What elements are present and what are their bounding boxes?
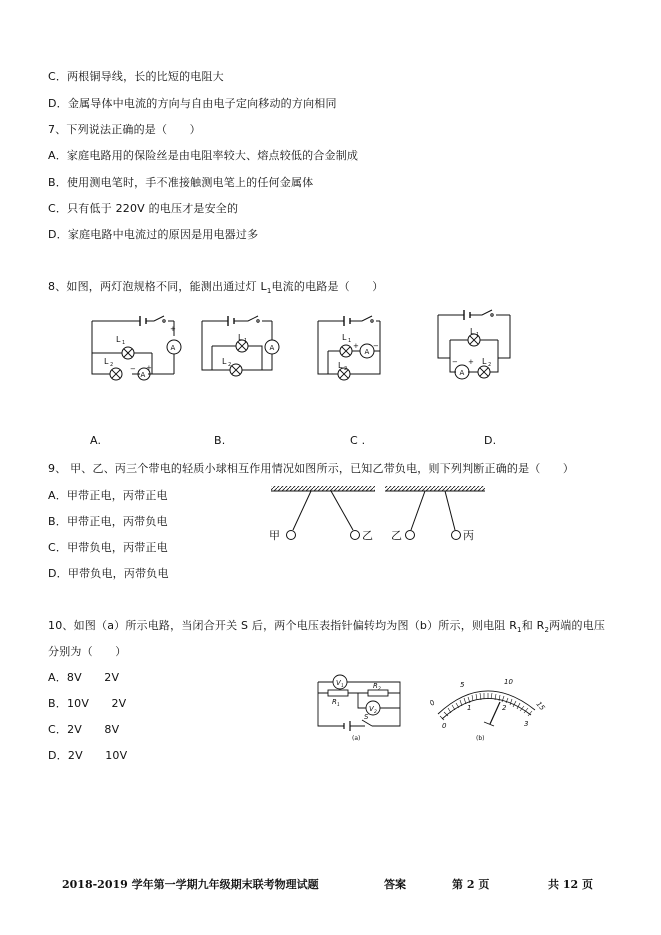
circuit-c-ammeter: A — [364, 348, 370, 356]
q10-meter-scale-b — [420, 672, 550, 744]
q10-circuit-a — [310, 670, 410, 742]
ball-bing-label: 丙 — [463, 529, 474, 542]
ball-yi-2-label: 乙 — [391, 529, 402, 542]
fig-b-caption: (b) — [476, 735, 485, 742]
thread-yi-1 — [331, 491, 353, 530]
q10-stem-post: 两端的电压 — [549, 619, 606, 632]
circuit-a-plus-2: + — [146, 364, 152, 372]
tick-outer-5: 5 — [460, 681, 465, 689]
circuit-a-l1-sub: 1 — [122, 340, 126, 346]
circuit-a-l2-label: L — [104, 357, 109, 366]
resistor-r1 — [328, 690, 348, 696]
circuit-c-l2-sub: 2 — [344, 366, 348, 372]
q7-option-d: D．家庭电路中电流过的原因是用电器过多 — [48, 228, 259, 241]
ceiling-left — [271, 486, 375, 491]
q8-stem — [48, 278, 383, 295]
tick-inner-0: 0 — [442, 722, 447, 730]
q8-label-b: B. — [214, 434, 226, 447]
circuit-a — [92, 316, 181, 380]
scale-arc-inner — [442, 698, 531, 719]
q7-option-b: B．使用测电笔时，手不准接触测电笔上的任何金属体 — [48, 176, 314, 189]
q8-label-c: C . — [350, 434, 366, 447]
ball-bing — [452, 531, 461, 540]
q10-option-d: D．2V 10V — [48, 749, 128, 762]
q9-option-b: B．甲带正电，丙带负电 — [48, 515, 168, 528]
thread-jia — [293, 491, 311, 530]
tick-inner-1: 1 — [467, 704, 472, 712]
q7-option-a: A．家庭电路用的保险丝是由电阻率较大、熔点较低的合金制成 — [48, 149, 359, 162]
ball-yi-1-label: 乙 — [362, 529, 373, 542]
tick-inner-2: 2 — [502, 704, 507, 712]
circuit-c-l1-sub: 1 — [348, 338, 352, 344]
q10-stem-sub1: 1 — [517, 626, 522, 635]
circuit-b-l1-label: L — [238, 333, 243, 342]
circuit-d-l2-sub: 2 — [488, 362, 492, 368]
q10-option-a: A．8V 2V — [48, 671, 120, 684]
circuit-b-l1-sub: 1 — [244, 338, 248, 344]
switch-label: S — [364, 713, 369, 721]
circuit-b — [202, 316, 279, 376]
q9-charged-balls-diagram — [265, 484, 495, 546]
q9-option-c: C．甲带负电，丙带正电 — [48, 541, 168, 554]
scale-ticks — [440, 693, 532, 720]
q10-option-b: B．10V 2V — [48, 697, 127, 710]
q7-option-c: C．只有低于 220V 的电压才是安全的 — [48, 202, 239, 215]
footer-total-pages: 共 12 页 — [548, 878, 593, 891]
ball-yi-1 — [351, 531, 360, 540]
q9-option-a: A．甲带正电，丙带正电 — [48, 489, 168, 502]
tick-outer-15: 15 — [534, 700, 547, 713]
v1-sub: 1 — [341, 684, 344, 689]
circuit-d-minus: − — [452, 358, 458, 366]
v2-sub: 2 — [374, 710, 377, 715]
q8-label-d: D. — [484, 434, 497, 447]
r2-label: R — [373, 682, 378, 690]
fig-a-caption: (a) — [352, 735, 361, 742]
circuit-d-plus: + — [468, 358, 474, 366]
r1-label: R — [332, 698, 337, 706]
footer-exam-title: 2018-2019 学年第一学期九年级期末联考物理试题 — [62, 878, 319, 891]
tick-inner-3: 3 — [524, 720, 529, 728]
q10-stem-line1 — [48, 617, 605, 634]
q9-option-d: D．甲带负电，丙带负电 — [48, 567, 169, 580]
r1-sub: 1 — [337, 703, 340, 708]
q9-stem: 9、 甲、乙、丙三个带电的轻质小球相互作用情况如图所示，已知乙带负电，则下列判断正确的是（ ） — [48, 462, 575, 475]
q8-stem-pre: 8、如图，两灯泡规格不同，能测出通过灯 L — [48, 280, 267, 293]
q8-stem-post: 电流的电路是（ ） — [271, 280, 384, 293]
circuit-b-l2-sub: 2 — [228, 362, 232, 368]
q7-stem: 7、下列说法正确的是（ ） — [48, 123, 201, 136]
circuit-a-ammeter-1: A — [170, 344, 176, 352]
v1-label: V — [336, 679, 341, 687]
circuit-c — [318, 316, 380, 380]
tick-outer-10: 10 — [504, 678, 513, 686]
tick-outer-0: 0 — [428, 698, 437, 708]
circuit-d-l1-sub: 1 — [476, 332, 480, 338]
q10-option-c: C．2V 8V — [48, 723, 120, 736]
q10-stem-line2: 分别为（ ） — [48, 645, 127, 658]
circuit-a-l2-sub: 2 — [110, 362, 114, 368]
meter-needle — [490, 702, 500, 724]
circuit-c-l1-label: L — [342, 333, 347, 342]
v2-label: V — [369, 705, 374, 713]
q6-option-c: C．两根铜导线，长的比短的电阻大 — [48, 70, 224, 83]
circuit-a-ammeter-2: A — [140, 371, 146, 379]
circuit-d-l2-label: L — [482, 357, 487, 366]
q8-stem-sub: 1 — [266, 287, 272, 296]
ball-yi-2 — [406, 531, 415, 540]
q10-stem-sub2: 2 — [544, 626, 550, 635]
ball-jia-label: 甲 — [269, 529, 280, 542]
circuit-c-l2-label: L — [338, 361, 343, 370]
footer-page-number: 第 2 页 — [452, 878, 490, 891]
q8-circuit-diagrams — [80, 308, 530, 398]
q10-stem-pre: 10、如图（a）所示电路，当闭合开关 S 后，两个电压表指针偏转均为图（b）所示，则电阻 R — [48, 619, 518, 632]
circuit-d — [438, 310, 510, 379]
circuit-a-plus-1: + — [170, 325, 176, 333]
r2-sub: 2 — [378, 687, 381, 692]
thread-yi-2 — [411, 491, 425, 530]
circuit-c-plus: + — [353, 342, 359, 350]
q8-label-a: A. — [90, 434, 102, 447]
circuit-d-ammeter: A — [459, 369, 465, 377]
thread-bing — [445, 491, 455, 530]
ball-jia — [287, 531, 296, 540]
circuit-d-l1-label: L — [470, 327, 475, 336]
q6-option-d: D．金属导体中电流的方向与自由电子定向移动的方向相同 — [48, 97, 337, 110]
q10-stem-mid: 和 R — [521, 619, 545, 632]
circuit-b-l2-label: L — [222, 357, 227, 366]
circuit-b-ammeter: A — [269, 344, 275, 352]
circuit-a-minus: − — [130, 365, 136, 373]
circuit-c-minus: − — [373, 342, 379, 350]
footer-answer: 答案 — [384, 878, 406, 891]
circuit-a-l1-label: L — [116, 335, 121, 344]
ceiling-right — [385, 486, 485, 491]
